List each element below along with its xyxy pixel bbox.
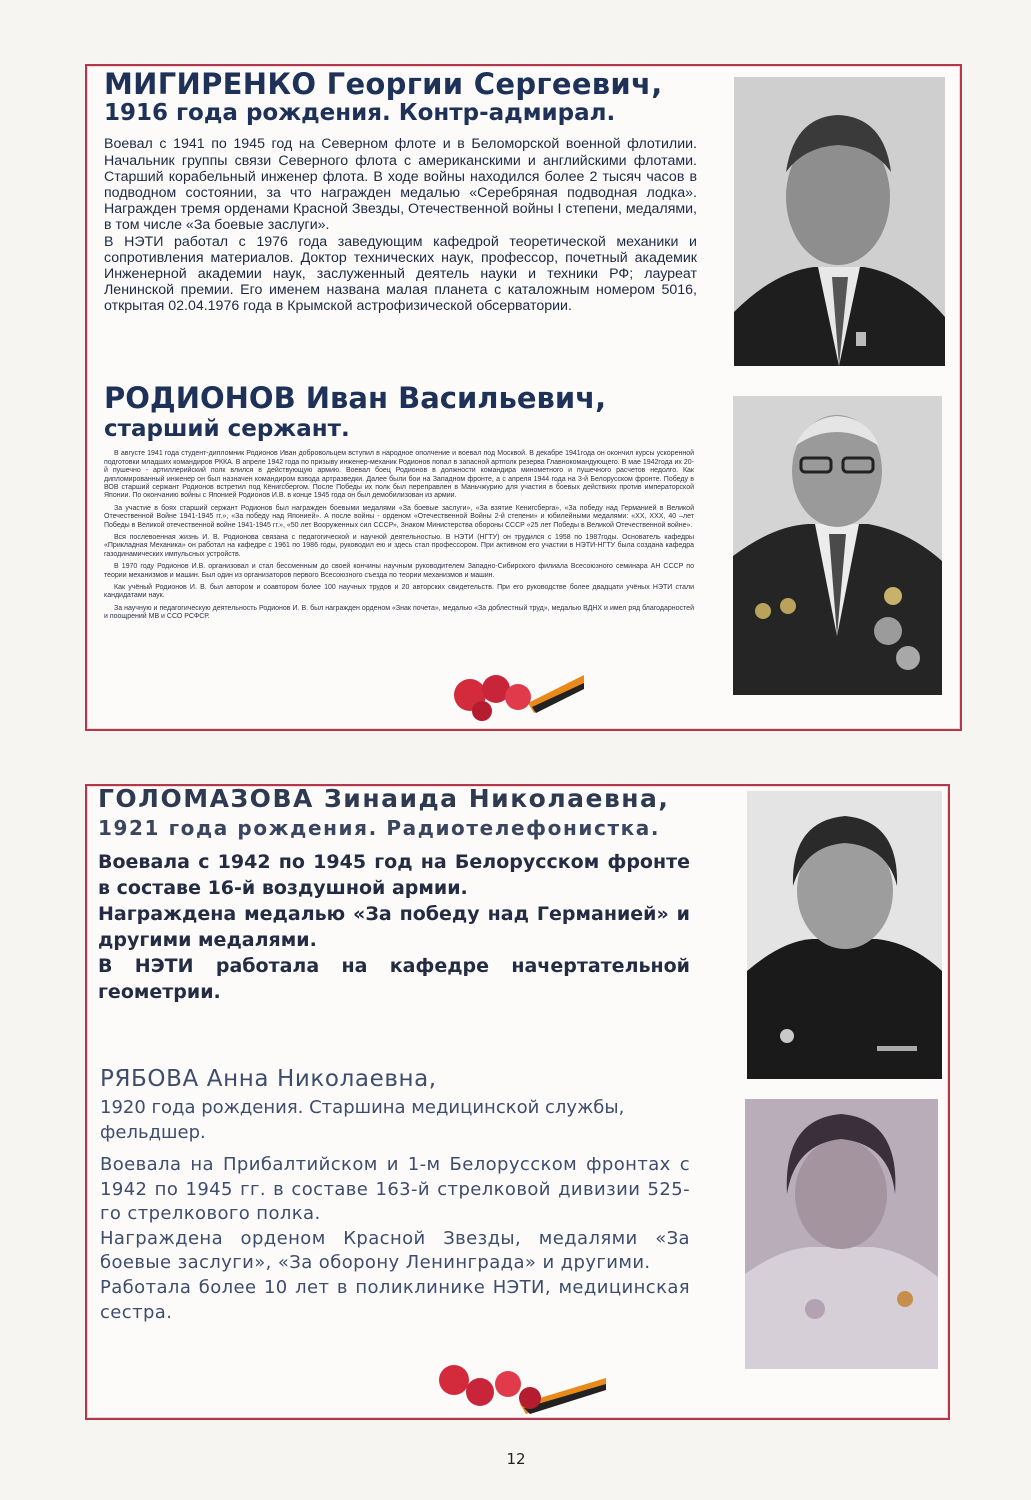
biography-paragraph: Воевала с 1942 по 1945 год на Белорусском фронте в составе 16-й воздушной армии. xyxy=(98,851,690,899)
page-number: 12 xyxy=(506,1450,526,1468)
person-name: РОДИОНОВ Иван Васильевич, xyxy=(104,381,607,415)
person-golomazova xyxy=(98,786,690,1005)
biography-paragraph: Воевал с 1941 по 1945 год на Северном флоте и в Беломорской военной флотилии. Начальник группы связи Северного флота с американскими и английскими флотами. Старший корабельный инженер флота. В ходе войны находился более 2 тысяч часов в подводном состоянии, за что награжден медалью «Серебряная подводная лодка». Награжден тремя орденами Красной Звезды, Отечественной войны I степени, медалями, в том числе «За боевые заслуги». xyxy=(104,136,697,234)
person-biography xyxy=(98,849,690,1005)
biography-paragraph: В 1970 году Родионов И.В. организовал и стал бессменным до своей кончины научным руководителем Западно-Сибирского филиала Всесоюзного семинара АН СССР по теории механизмов и машин. Был один из организаторов первого Всесоюзного съезда по теории механизмов и машин. xyxy=(104,563,694,579)
person-subtitle: 1916 года рождения. Контр-адмирал. xyxy=(104,100,616,126)
person-name: РЯБОВА Анна Николаевна, xyxy=(100,1066,437,1092)
portrait-photo-golomazova xyxy=(747,791,942,1079)
biography-paragraph: Вся послевоенная жизнь И. В. Родионова связана с педагогической и научной деятельностью. В НЭТИ (НГТУ) он трудился с 1958 по 1987годы. Основатель кафедры «Прикладная Механика» он работал на кафедре с 1961 по 1986 годы, руководил ею и здесь стал профессором. При активном его участии в НЭТИ-НГТУ была создана кафедра газодинамических импульсных устройств. xyxy=(104,533,694,558)
biography-paragraph: В августе 1941 года студент-дипломник Родионов Иван добровольцем вступил в народное ополчение и воевал под Москвой. В декабре 1941года он окончил курсы ускоренной подготовки младших командиров РККА. В апреле 1942 года по призыву инженер-механик Родионов попал в запасной артполк резерва Главнокомандующего. В мае 1942года их 20-й пушечно - артиллерийский полк влился в действующую армию. Воевал боец Родионов в должности командира минометного и пушечного расчетов недолго. Как дипломированный инженер он был назначен командиром взвода артразведки. Далее были бои на Западном фронте, а с апреля 1944 года на 3-й Белорусском фронте. Победу в ВОВ старший сержант Родионов встретил под Кёнигсбергом. После Победы их полк был переправлен в Маньчжурию для участия в боевых действиях против императорской Японии. По окончанию войны с Японией Родионов И.В. в конце 1945 года он был демобилизован из армии. xyxy=(104,450,694,500)
portrait-photo-rodionov xyxy=(733,396,942,695)
person-name: МИГИРЕНКО Георгии Сергеевич, xyxy=(104,67,663,101)
person-biography xyxy=(100,1153,690,1325)
biography-paragraph: Работала более 10 лет в поликлинике НЭТИ, медицинская сестра. xyxy=(100,1276,690,1323)
person-ryabova xyxy=(100,1068,690,1325)
person-subtitle: 1920 года рождения. Старшина медицинской службы, фельдшер. xyxy=(100,1097,625,1143)
person-subtitle: старший сержант. xyxy=(104,416,350,442)
portrait-photo-ryabova xyxy=(745,1099,938,1369)
person-biography xyxy=(104,136,697,314)
person-biography xyxy=(104,450,694,621)
biography-paragraph: Воевала на Прибалтийском и 1-м Белорусском фронтах с 1942 по 1945 гг. в составе 163-й стрелковой дивизии 525-го стрелкового полка. xyxy=(100,1154,690,1225)
biography-paragraph: В НЭТИ работал с 1976 года заведующим кафедрой теоретической механики и сопротивления материалов. Доктор технических наук, профессор, почетный академик Инженерной академии наук, заслуженный деятель науки и техники РФ; лауреат Ленинской премии. Его именем названа малая планета с каталожным номером 5016, открытая 02.04.1976 года в Крымской астрофизической обсерватории. xyxy=(104,233,697,315)
person-migirenko xyxy=(104,67,697,315)
biography-paragraph: В НЭТИ работала на кафедре начертательной геометрии. xyxy=(98,955,690,1003)
person-name: ГОЛОМАЗОВА Зинаида Николаевна, xyxy=(98,784,670,813)
biography-paragraph: Награждена медалью «За победу над Германией» и другими медалями. xyxy=(98,903,690,951)
biography-paragraph: Как учёный Родионов И. В. был автором и соавтором более 100 научных трудов и 20 авторских свидетельств. При его руководстве более двадцати учёных НЭТИ стали кандидатами наук. xyxy=(104,583,694,600)
carnation-flowers-icon xyxy=(430,1356,606,1416)
biography-paragraph: За участие в боях старший сержант Родионов был награжден боевыми медалями «За боевые заслуги», «За взятие Кенигсберга», «За победу над Германией в Великой Отечественной Войне 1941-1945 гг.», «За победу над Японией». А после войны - орденом «Отечественной Войны 2-й степени» и юбилейными медалями: «XX, XXX, 40 –лет Победы в Великой отечественной войне 1941-1945 гг.», «50 лет Вооруженных сил СССР», Знаком Министерства обороны СССР «25 лет Победы в Великой Отечественной войне». xyxy=(104,504,694,529)
carnation-flowers-icon xyxy=(448,663,584,721)
biography-paragraph: Награждена орденом Красной Звезды, медалями «За боевые заслуги», «За оборону Ленинграда» и другими. xyxy=(100,1227,690,1274)
biography-paragraph: За научную и педагогическую деятельность Родионов И. В. был награжден орденом «Знак почета», медалью «За доблестный труд», медалью ВДНХ и имел ряд благодарностей и поощрений МВ и ССО РСФСР. xyxy=(104,604,694,621)
person-rodionov xyxy=(104,381,694,626)
person-subtitle: 1921 года рождения. Радиотелефонистка. xyxy=(98,816,661,840)
portrait-photo-migirenko xyxy=(734,77,945,366)
